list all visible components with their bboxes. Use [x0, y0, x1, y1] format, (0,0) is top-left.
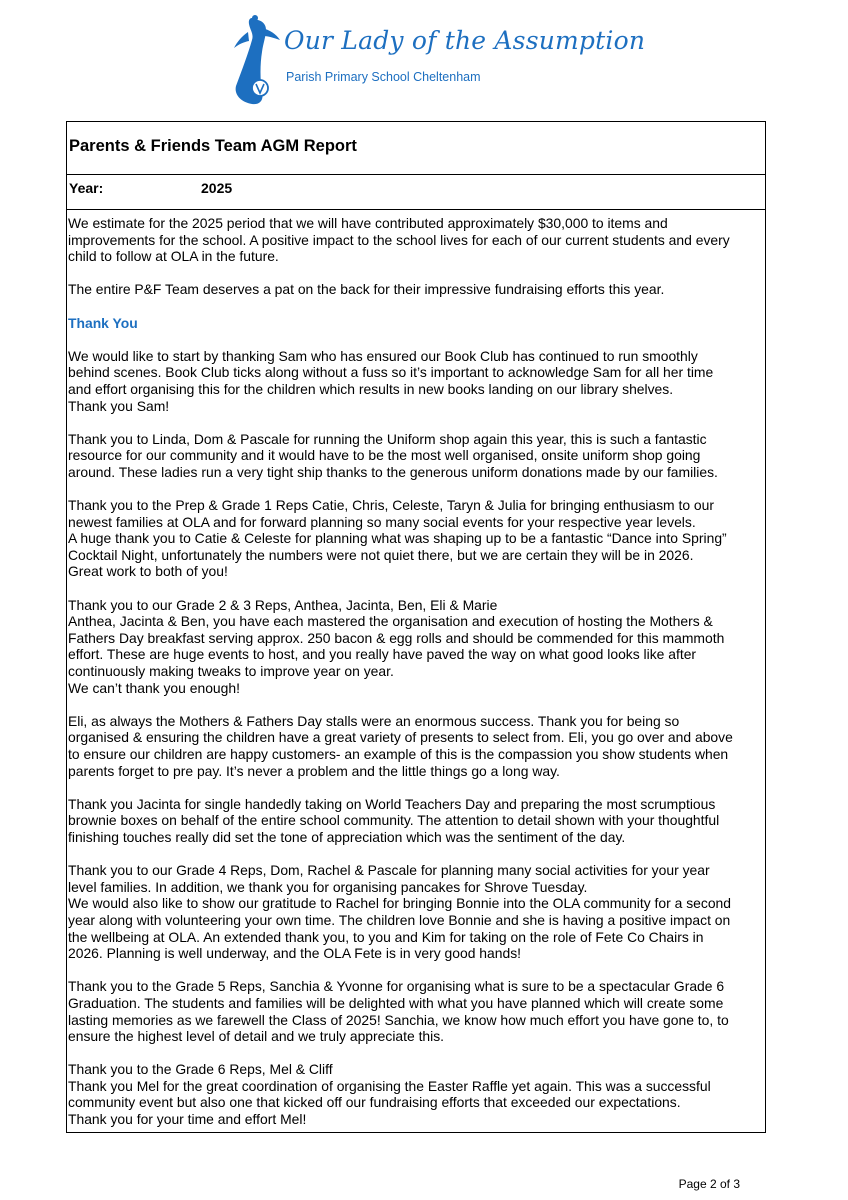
- text-line: finishing touches really did set the tone of appreciation which was the sentiment of the day.: [68, 828, 626, 845]
- year-value: 2025: [201, 180, 233, 196]
- text-line: parents forget to pre pay. It’s never a problem and the little things go a long way.: [68, 762, 560, 779]
- paragraph: [68, 862, 763, 962]
- text-line: Thank you to our Grade 2 & 3 Reps, Anthea, Jacinta, Ben, Eli & Marie: [68, 596, 498, 613]
- school-name: Our Lady of the Assumption: [284, 26, 646, 55]
- paragraph: [68, 1061, 763, 1127]
- text-line: We would like to start by thanking Sam who has ensured our Book Club has continued to run smoothly: [68, 347, 698, 364]
- text-line: behind scenes. Book Club ticks along without a fuss so it’s important to acknowledge Sam for all her time: [68, 364, 714, 381]
- school-logo: [222, 14, 646, 106]
- text-line: year along with volunteering your own time. The children love Bonnie and she is having a positive impact on: [68, 911, 731, 928]
- text-line: We can’t thank you enough!: [68, 679, 240, 696]
- text-line: Cocktail Night, unfortunately the numbers were not quiet there, but we are certain they will be in 2026.: [68, 546, 694, 563]
- report-body: [67, 210, 765, 1128]
- school-subtitle: Parish Primary School Cheltenham: [286, 70, 481, 84]
- text-line: 2026. Planning is well underway, and the OLA Fete is in very good hands!: [68, 945, 522, 962]
- text-line: Thank you to the Grade 5 Reps, Sanchia & Yvonne for organising what is sure to be a spectacular Grade 6: [68, 978, 725, 995]
- text-line: improvements for the school. A positive impact to the school lives for each of our current students and every: [68, 231, 730, 248]
- text-line: Thank you Mel for the great coordination of organising the Easter Raffle yet again. This was a successful: [68, 1077, 711, 1094]
- paragraph: [68, 978, 763, 1044]
- report-year-row: [67, 175, 765, 210]
- section-heading: [68, 315, 763, 332]
- report-box: [66, 121, 766, 1133]
- text-line: brownie boxes on behalf of the entire school community. The attention to detail shown with your thoughtful: [68, 812, 720, 829]
- text-line: and effort organising this for the children which results in new books landing on our library shelves.: [68, 380, 674, 397]
- text-line: newest families at OLA and for forward planning so many social events for your respective year levels.: [68, 513, 696, 530]
- text-line: level families. In addition, we thank you for organising pancakes for Shrove Tuesday.: [68, 878, 588, 895]
- text-line: resource for our community and it would have to be the most well organised, onsite uniform shop going: [68, 447, 701, 464]
- text-line: Great work to both of you!: [68, 563, 228, 580]
- text-line: Thank you to the Prep & Grade 1 Reps Catie, Chris, Celeste, Taryn & Julia for bringing enthusiasm to our: [68, 497, 714, 514]
- madonna-figure-icon: [222, 14, 284, 106]
- text-line: Thank you to the Grade 6 Reps, Mel & Cliff: [68, 1061, 333, 1078]
- paragraph: [68, 215, 763, 265]
- paragraph: [68, 431, 763, 481]
- text-line: ensure the highest level of detail and we truly appreciate this.: [68, 1028, 445, 1045]
- paragraph: [68, 713, 763, 779]
- text-line: Anthea, Jacinta & Ben, you have each mastered the organisation and execution of hosting the Mothers &: [68, 613, 713, 630]
- text-line: Thank you to Linda, Dom & Pascale for running the Uniform shop again this year, this is such a fantastic: [68, 430, 707, 447]
- text-line: the wellbeing at OLA. An extended thank you, to you and Kim for taking on the role of Fete Co Chairs in: [68, 928, 704, 945]
- text-line: lasting memories as we farewell the Class of 2025! Sanchia, we know how much effort you have gone to, to: [68, 1011, 729, 1028]
- paragraph: [68, 348, 763, 414]
- text-line: around. These ladies run a very tight ship thanks to the generous uniform donations made by our families.: [68, 463, 718, 480]
- page-number: Page 2 of 3: [678, 1177, 740, 1191]
- text-line: A huge thank you to Catie & Celeste for planning what was shaping up to be a fantastic “Dance into Spring”: [68, 530, 727, 547]
- text-line: to ensure our children are happy customers- an example of this is the compassion you show students when: [68, 746, 729, 762]
- paragraph: [68, 497, 763, 580]
- text-line: Thank you Jacinta for single handedly taking on World Teachers Day and preparing the most scrumptious: [68, 795, 716, 812]
- text-line: organised & ensuring the children have a great variety of presents to select from. Eli, you go over and above: [68, 729, 733, 746]
- text-line: The entire P&F Team deserves a pat on the back for their impressive fundraising efforts this year.: [68, 281, 665, 298]
- text-line: child to follow at OLA in the future.: [68, 248, 279, 265]
- paragraph: [68, 281, 763, 298]
- report-title-row: [67, 122, 765, 175]
- paragraph: [68, 597, 763, 697]
- text-line: Graduation. The students and families will be delighted with what you have planned which will create some: [68, 994, 724, 1011]
- paragraph: [68, 796, 763, 846]
- text-line: We would also like to show our gratitude to Rachel for bringing Bonnie into the OLA community for a second: [68, 895, 731, 912]
- text-line: Eli, as always the Mothers & Fathers Day stalls were an enormous success. Thank you for being so: [68, 712, 680, 729]
- text-line: continuously making tweaks to improve year on year.: [68, 663, 394, 680]
- report-title: Parents & Friends Team AGM Report: [69, 137, 357, 155]
- text-line: Thank You: [68, 314, 138, 331]
- text-line: community event but also one that kicked off our fundraising efforts that exceeded our expectations.: [68, 1094, 681, 1111]
- text-line: Thank you Sam!: [68, 397, 170, 414]
- text-line: Thank you for your time and effort Mel!: [68, 1111, 307, 1128]
- year-label: Year:: [69, 180, 104, 196]
- text-line: We estimate for the 2025 period that we will have contributed approximately $30,000 to items and: [68, 215, 668, 231]
- text-line: effort. These are huge events to host, and you really have paved the way on what good looks like after: [68, 646, 697, 663]
- text-line: Thank you to our Grade 4 Reps, Dom, Rachel & Pascale for planning many social activities for your year: [68, 862, 710, 879]
- text-line: Fathers Day breakfast serving approx. 250 bacon & egg rolls and should be commended for this mammoth: [68, 629, 725, 646]
